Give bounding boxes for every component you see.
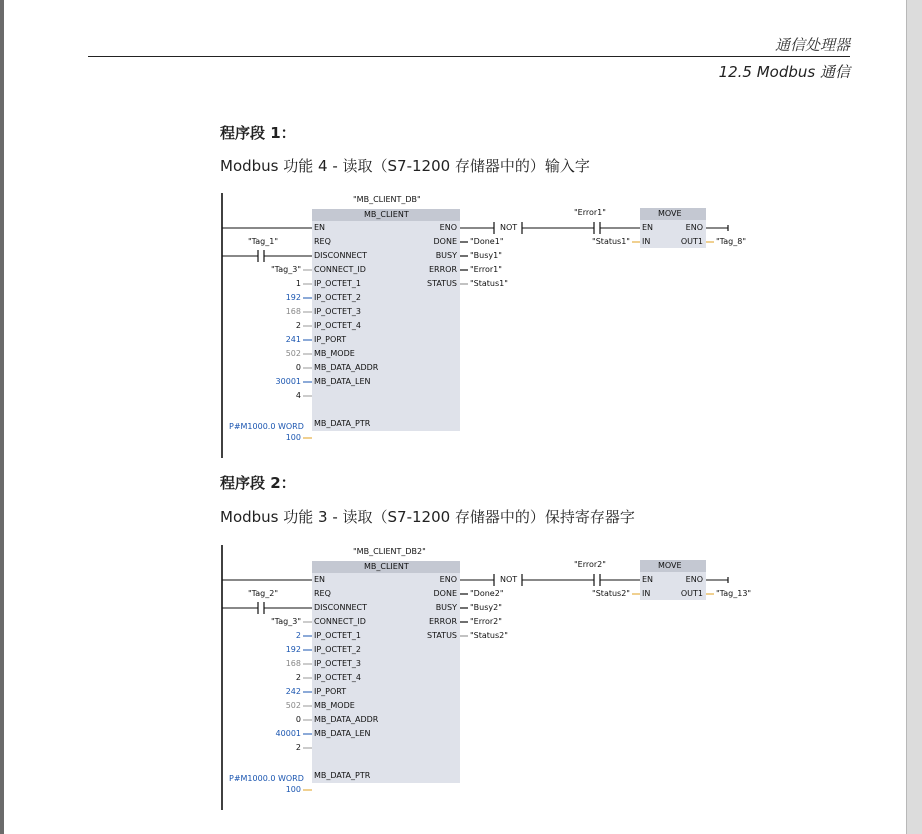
- mb-data-addr-value: 40001: [275, 729, 301, 738]
- connect-id-value: 2: [295, 631, 301, 640]
- input-pin-label: MB_MODE: [314, 349, 355, 358]
- busy-output: "Busy1": [470, 251, 502, 260]
- network-2-title: 程序段 2：: [220, 474, 296, 492]
- busy-output: "Busy2": [470, 603, 502, 612]
- move-block-title: MOVE: [658, 209, 682, 218]
- ip-octet-4-value: 241: [285, 335, 301, 344]
- mb-mode-value: 0: [295, 715, 301, 724]
- connect-id-value: 1: [295, 279, 301, 288]
- move-in-pin: IN: [642, 589, 651, 598]
- output-pin-label: ERROR: [428, 265, 457, 274]
- move-in-pin: IN: [642, 237, 651, 246]
- disconnect-value: "Tag_3": [271, 617, 301, 626]
- chapter-header: 通信处理器: [774, 36, 850, 54]
- input-pin-label: IP_OCTET_2: [314, 645, 361, 654]
- input-pin-label: DISCONNECT: [314, 251, 367, 260]
- input-pin-label: MB_DATA_PTR: [314, 771, 371, 780]
- error-contact-tag: "Error2": [574, 560, 606, 569]
- move-en-pin: EN: [642, 223, 654, 232]
- output-pin-label: DONE: [433, 237, 457, 246]
- mb-data-ptr-count: 100: [285, 433, 301, 442]
- output-pin-label: STATUS: [426, 279, 457, 288]
- ip-octet-1-value: 192: [285, 293, 301, 302]
- ip-octet-3-value: 2: [295, 321, 301, 330]
- move-eno-pin: ENO: [685, 575, 703, 584]
- section-header: 12.5 Modbus 通信: [718, 63, 850, 81]
- ladder-network-1: [0, 190, 922, 470]
- move-eno-pin: ENO: [685, 223, 703, 232]
- done-output: "Done1": [470, 237, 504, 246]
- mb-data-len-value: 2: [295, 743, 301, 752]
- block-type-name: MB_CLIENT: [364, 562, 409, 571]
- error-output: "Error1": [470, 265, 502, 274]
- mb-data-ptr-pointer: P#M1000.0 WORD: [229, 774, 304, 783]
- ip-octet-2-value: 168: [285, 659, 301, 668]
- output-pin-label: DONE: [433, 589, 457, 598]
- input-pin-label: MB_DATA_ADDR: [314, 715, 379, 724]
- input-pin-label: REQ: [314, 237, 331, 246]
- disconnect-value: "Tag_3": [271, 265, 301, 274]
- input-pin-label: EN: [314, 575, 326, 584]
- input-pin-label: MB_DATA_PTR: [314, 419, 371, 428]
- input-pin-label: MB_MODE: [314, 701, 355, 710]
- output-pin-label: ENO: [439, 575, 457, 584]
- output-pin-label: BUSY: [435, 603, 457, 612]
- input-pin-label: CONNECT_ID: [314, 617, 366, 626]
- output-pin-label: STATUS: [426, 631, 457, 640]
- input-pin-label: IP_OCTET_1: [314, 631, 361, 640]
- mb-data-ptr-pointer: P#M1000.0 WORD: [229, 422, 304, 431]
- move-out-pin: OUT1: [680, 237, 703, 246]
- ladder-network-2: [0, 542, 922, 822]
- status-output: "Status1": [470, 279, 508, 288]
- mb-data-len-value: 4: [295, 391, 301, 400]
- ip-port-value: 502: [285, 701, 301, 710]
- input-pin-label: DISCONNECT: [314, 603, 367, 612]
- input-pin-label: IP_OCTET_4: [314, 321, 361, 330]
- instance-db-name: "MB_CLIENT_DB": [353, 195, 421, 204]
- error-output: "Error2": [470, 617, 502, 626]
- req-contact-tag: "Tag_1": [248, 237, 278, 246]
- input-pin-label: CONNECT_ID: [314, 265, 366, 274]
- status-output: "Status2": [470, 631, 508, 640]
- not-contact-label: NOT: [500, 575, 518, 584]
- input-pin-label: REQ: [314, 589, 331, 598]
- input-pin-label: EN: [314, 223, 326, 232]
- block-type-name: MB_CLIENT: [364, 210, 409, 219]
- move-in-value: "Status2": [592, 589, 630, 598]
- ip-octet-3-value: 2: [295, 673, 301, 682]
- output-pin-label: ENO: [439, 223, 457, 232]
- move-in-value: "Status1": [592, 237, 630, 246]
- network-1-title: 程序段 1：: [220, 124, 296, 142]
- input-pin-label: IP_OCTET_3: [314, 307, 361, 316]
- ip-octet-2-value: 168: [285, 307, 301, 316]
- output-pin-label: ERROR: [428, 617, 457, 626]
- ladder-diagram-canvas: [0, 190, 922, 470]
- output-pin-label: BUSY: [435, 251, 457, 260]
- network-2-description: Modbus 功能 3 - 读取（S7-1200 存储器中的）保持寄存器字: [220, 508, 635, 526]
- done-output: "Done2": [470, 589, 504, 598]
- move-out-pin: OUT1: [680, 589, 703, 598]
- mb-data-addr-value: 30001: [275, 377, 301, 386]
- input-pin-label: IP_OCTET_1: [314, 279, 361, 288]
- ladder-diagram-canvas: [0, 542, 922, 822]
- input-pin-label: IP_OCTET_2: [314, 293, 361, 302]
- instance-db-name: "MB_CLIENT_DB2": [353, 547, 426, 556]
- move-out-value: "Tag_8": [716, 237, 746, 246]
- mb-data-ptr-count: 100: [285, 785, 301, 794]
- move-block-title: MOVE: [658, 561, 682, 570]
- input-pin-label: MB_DATA_LEN: [314, 729, 371, 738]
- move-out-value: "Tag_13": [716, 589, 752, 598]
- not-contact-label: NOT: [500, 223, 518, 232]
- input-pin-label: IP_PORT: [314, 687, 347, 696]
- error-contact-tag: "Error1": [574, 208, 606, 217]
- input-pin-label: IP_OCTET_3: [314, 659, 361, 668]
- ip-octet-1-value: 192: [285, 645, 301, 654]
- req-contact-tag: "Tag_2": [248, 589, 278, 598]
- input-pin-label: MB_DATA_LEN: [314, 377, 371, 386]
- mb-mode-value: 0: [295, 363, 301, 372]
- input-pin-label: IP_PORT: [314, 335, 347, 344]
- input-pin-label: IP_OCTET_4: [314, 673, 361, 682]
- input-pin-label: MB_DATA_ADDR: [314, 363, 379, 372]
- ip-octet-4-value: 242: [285, 687, 301, 696]
- move-en-pin: EN: [642, 575, 654, 584]
- header-rule: [88, 56, 850, 57]
- ip-port-value: 502: [285, 349, 301, 358]
- network-1-description: Modbus 功能 4 - 读取（S7-1200 存储器中的）输入字: [220, 157, 590, 175]
